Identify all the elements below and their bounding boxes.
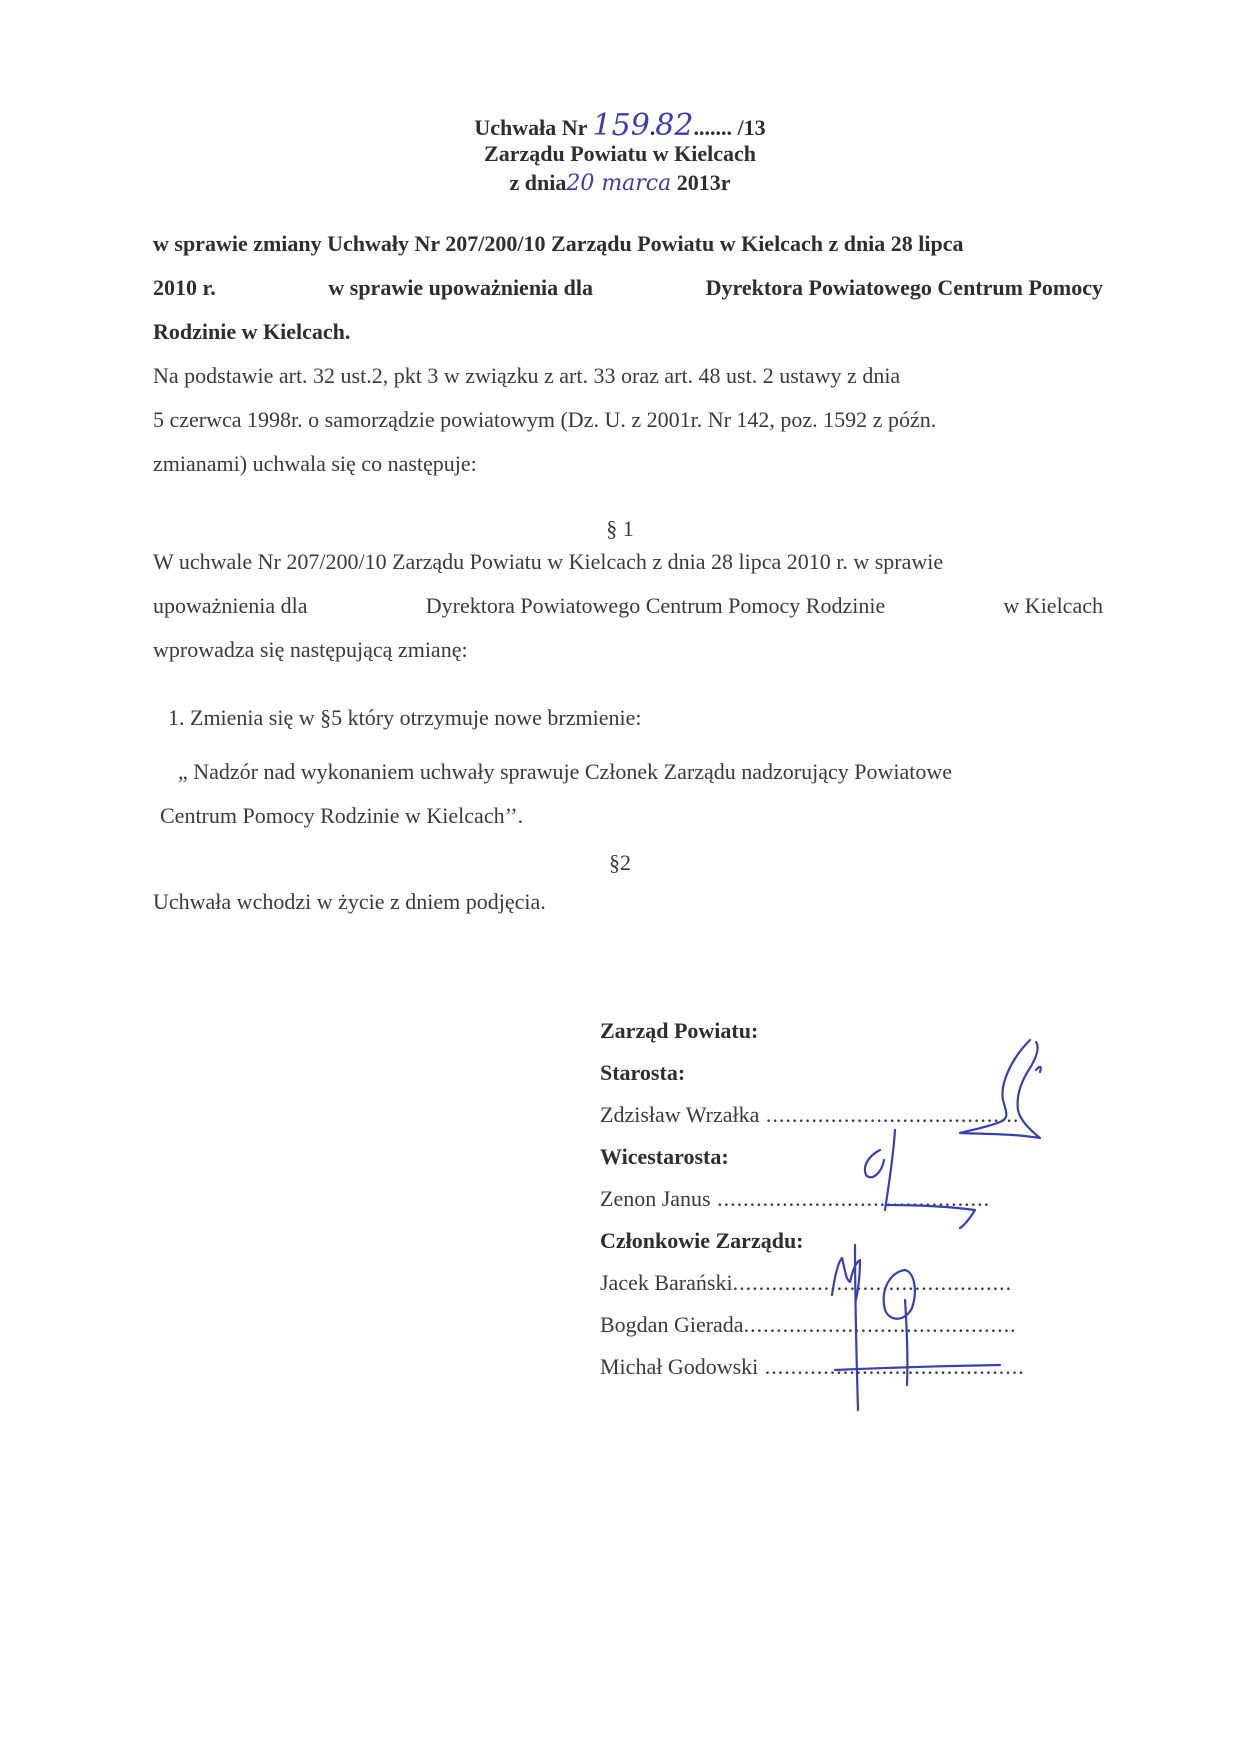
- section-2-heading: §2: [609, 850, 631, 875]
- section-1-line-2: [153, 584, 1103, 628]
- member-1-signature-line: ...........................................: [732, 1270, 1013, 1295]
- starosta-label: Starosta:: [600, 1060, 686, 1085]
- resolution-label: Uchwała Nr: [474, 115, 593, 140]
- subject-line-1: w sprawie zmiany Uchwały Nr 207/200/10 Zarządu Powiatu w Kielcach z dnia 28 lipca: [153, 231, 964, 256]
- member-row-3: [600, 1346, 1100, 1388]
- subject-line-2-part-2: w sprawie upoważnienia dla: [328, 275, 594, 300]
- starosta-row: [600, 1094, 1100, 1136]
- resolution-number-suffix: ....... /13: [693, 115, 766, 140]
- date-line: [0, 170, 1240, 196]
- member-3-name: Michał Godowski: [600, 1354, 759, 1379]
- signature-block: [600, 1010, 1100, 1388]
- date-suffix: 2013r: [671, 170, 731, 195]
- issuer-line: Zarządu Powiatu w Kielcach: [484, 141, 756, 166]
- subject-line-2-part-1: 2010 r.: [153, 275, 216, 300]
- starosta-name: Zdzisław Wrzałka: [600, 1102, 760, 1127]
- amendment-quote: [160, 750, 1103, 838]
- section-1-line-2-part-3: w Kielcach: [1003, 593, 1103, 618]
- resolution-number-dots: .: [649, 115, 656, 140]
- quote-line-1: „ Nadzór nad wykonaniem uchwały sprawuje Członek Zarządu nadzorujący Powiatowe: [178, 759, 952, 784]
- amendment-item-1: 1. Zmienia się w §5 który otrzymuje nowe brzmienie:: [168, 705, 642, 730]
- section-2-text: Uchwała wchodzi w życie z dniem podjęcia.: [153, 889, 546, 914]
- member-3-signature-line: ........................................: [758, 1354, 1025, 1379]
- wicestarosta-name: Zenon Janus: [600, 1186, 711, 1211]
- member-row-2: [600, 1304, 1100, 1346]
- member-2-name: Bogdan Gierada: [600, 1312, 744, 1337]
- wicestarosta-label: Wicestarosta:: [600, 1144, 729, 1169]
- section-1-body: [153, 540, 1103, 672]
- section-1-heading: § 1: [606, 516, 634, 541]
- section-1-line-1: W uchwale Nr 207/200/10 Zarządu Powiatu w Kielcach z dnia 28 lipca 2010 r. w sprawie: [153, 549, 944, 574]
- section-1-line-2-part-2: Dyrektora Powiatowego Centrum Pomocy Rodzinie: [425, 593, 886, 618]
- date-prefix: z dnia: [509, 170, 567, 195]
- section-1-line-3: wprowadza się następującą zmianę:: [153, 637, 468, 662]
- subject-line-3: Rodzinie w Kielcach.: [153, 319, 351, 344]
- basis-line-3: zmianami) uchwala się co następuje:: [153, 451, 477, 476]
- handwritten-date: 20 marca: [566, 171, 672, 196]
- member-2-signature-line: ..........................................: [743, 1312, 1017, 1337]
- section-1-line-2-part-1: upoważnienia dla: [153, 593, 308, 618]
- handwritten-resolution-number: 159: [592, 108, 650, 143]
- subject-line-2-part-3: Dyrektora Powiatowego Centrum Pomocy: [705, 275, 1103, 300]
- member-row-1: [600, 1262, 1100, 1304]
- handwritten-resolution-number-2: 82: [655, 108, 694, 143]
- resolution-subject: [153, 222, 1103, 354]
- wicestarosta-signature-line: ..........................................: [710, 1186, 991, 1211]
- legal-basis: [153, 354, 1103, 486]
- starosta-signature-line: .......................................: [759, 1102, 1020, 1127]
- wicestarosta-row: [600, 1178, 1100, 1220]
- member-1-name: Jacek Barański: [600, 1270, 733, 1295]
- basis-line-2: 5 czerwca 1998r. o samorządzie powiatowym (Dz. U. z 2001r. Nr 142, poz. 1592 z późn.: [153, 407, 937, 432]
- quote-line-2: Centrum Pomocy Rodzinie w Kielcach’’.: [160, 803, 524, 828]
- basis-line-1: Na podstawie art. 32 ust.2, pkt 3 w związku z art. 33 oraz art. 48 ust. 2 ustawy z dnia: [153, 363, 901, 388]
- members-label: Członkowie Zarządu:: [600, 1228, 804, 1253]
- board-heading: Zarząd Powiatu:: [600, 1018, 759, 1043]
- resolution-number-line: [0, 108, 1240, 143]
- subject-line-2: [153, 266, 1103, 310]
